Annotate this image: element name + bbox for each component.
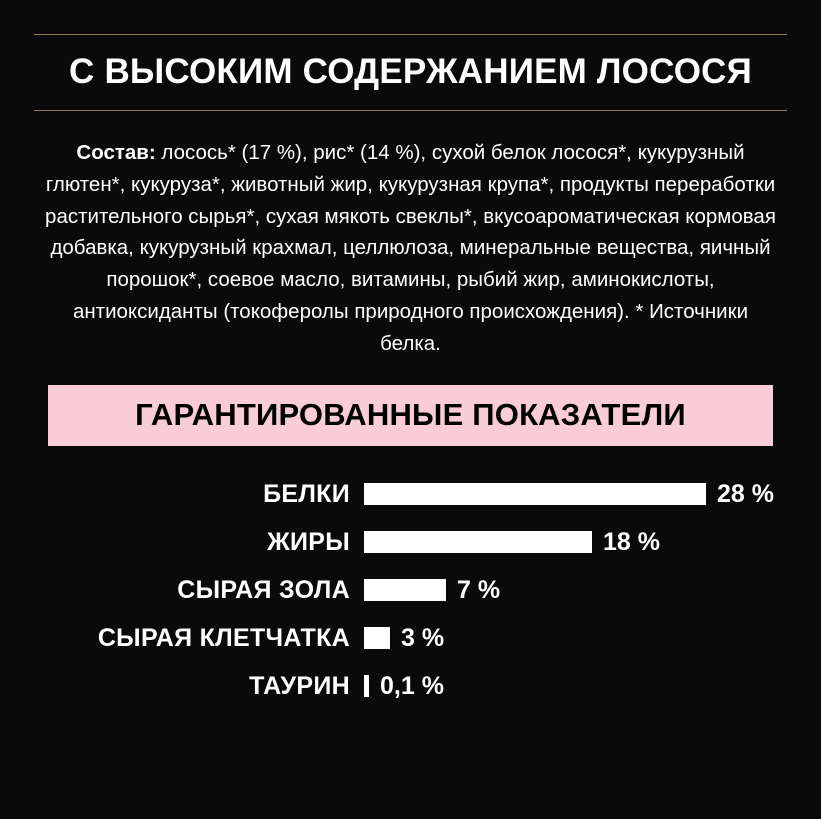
bar-row bbox=[46, 614, 775, 662]
bar-label: ТАУРИН bbox=[249, 671, 350, 700]
bar-value: 7 % bbox=[457, 575, 501, 604]
bar-value: 28 % bbox=[717, 479, 774, 508]
bar-track bbox=[364, 480, 775, 509]
bar-fill bbox=[364, 483, 706, 505]
guaranteed-analysis-chart bbox=[34, 470, 787, 710]
bar-track bbox=[364, 672, 775, 701]
guaranteed-analysis-banner: ГАРАНТИРОВАННЫЕ ПОКАЗАТЕЛИ bbox=[48, 385, 773, 446]
bar-label: БЕЛКИ bbox=[263, 479, 350, 508]
headline-block bbox=[34, 0, 787, 111]
bar-value: 0,1 % bbox=[380, 671, 444, 700]
bar-track bbox=[364, 528, 775, 557]
bar-row bbox=[46, 662, 775, 710]
bar-value: 18 % bbox=[603, 527, 660, 556]
composition-paragraph bbox=[40, 137, 781, 359]
bar-track bbox=[364, 624, 775, 653]
bar-fill bbox=[364, 579, 446, 601]
bar-row bbox=[46, 566, 775, 614]
bar-label: СЫРАЯ ЗОЛА bbox=[177, 575, 350, 604]
bar-label: СЫРАЯ КЛЕТЧАТКА bbox=[97, 623, 350, 652]
bar-fill bbox=[364, 627, 390, 649]
composition-text: лосось* (17 %), рис* (14 %), сухой белок лосося*, кукурузный глютен*, кукуруза*, животный жир, кукурузная крупа*, продукты переработки растительного сырья*, сухая мякоть свеклы*, вкусоароматическая кормовая добавка, кукурузный крахмал, целлюлоза, минеральные вещества, яичный порошок*, соевое масло, витамины, рыбий жир, аминокислоты, антиоксиданты (токоферолы природного происхождения). * Источники белка. bbox=[45, 141, 776, 355]
bar-row bbox=[46, 470, 775, 518]
bar-fill bbox=[364, 531, 592, 553]
bar-row bbox=[46, 518, 775, 566]
bar-value: 3 % bbox=[401, 623, 445, 652]
composition-label: Состав: bbox=[76, 141, 156, 164]
bar-label: ЖИРЫ bbox=[267, 527, 350, 556]
bottom-divider bbox=[34, 110, 787, 111]
page-title: С ВЫСОКИМ СОДЕРЖАНИЕМ ЛОСОСЯ bbox=[69, 52, 752, 91]
bar-track bbox=[364, 576, 775, 605]
